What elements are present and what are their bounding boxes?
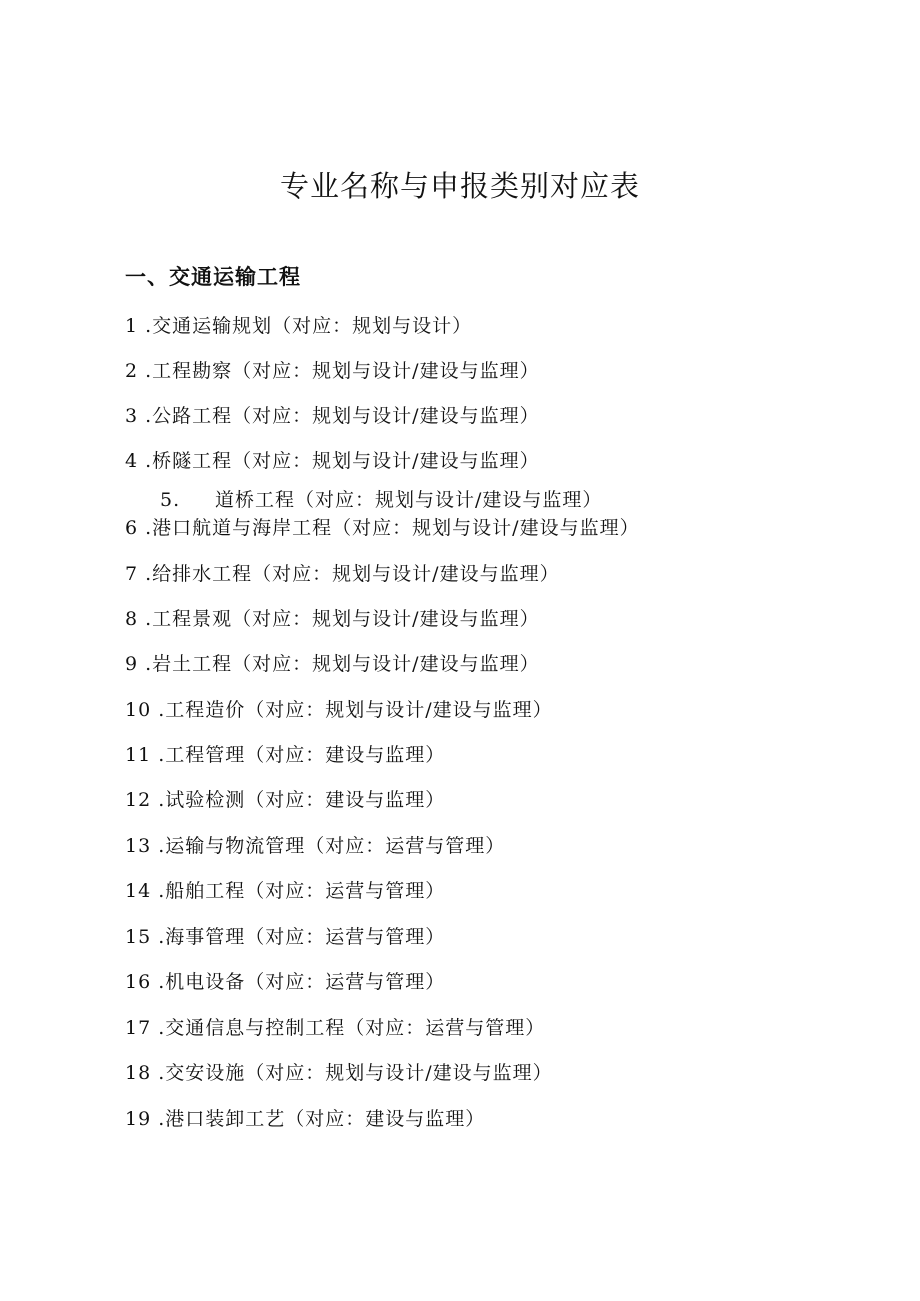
list-item: [125, 742, 445, 768]
item-text: 工程管理（对应：建设与监理）: [165, 744, 446, 766]
item-number: 14 .: [125, 880, 166, 902]
section-heading: 一、交通运输工程: [125, 265, 301, 289]
item-number: 18 .: [125, 1062, 166, 1084]
list-item: [125, 561, 560, 587]
item-text: 试验检测（对应：建设与监理）: [165, 789, 446, 811]
list-item: [125, 878, 445, 904]
item-text: 交通运输规划（对应：规划与设计）: [152, 315, 473, 337]
item-text: 海事管理（对应：运营与管理）: [165, 926, 446, 948]
item-text: 公路工程（对应：规划与设计/建设与监理）: [152, 405, 540, 427]
item-text: 港口航道与海岸工程（对应：规划与设计/建设与监理）: [152, 517, 640, 539]
list-item: [125, 924, 445, 950]
item-text: 岩土工程（对应：规划与设计/建设与监理）: [152, 653, 540, 675]
item-text: 港口装卸工艺（对应：建设与监理）: [165, 1108, 486, 1130]
list-item: [125, 833, 505, 859]
item-number: 19 .: [125, 1108, 166, 1130]
item-number: 1 .: [125, 315, 153, 337]
list-item: [125, 1106, 485, 1132]
item-text: 工程造价（对应：规划与设计/建设与监理）: [165, 699, 553, 721]
item-number: 17 .: [125, 1017, 166, 1039]
item-number: 12 .: [125, 789, 166, 811]
list-item: [125, 969, 445, 995]
list-item: [125, 403, 540, 429]
item-number: 13 .: [125, 835, 166, 857]
item-number: 3 .: [125, 405, 153, 427]
item-number: 11 .: [125, 744, 166, 766]
list-item: [125, 606, 540, 632]
list-item: [125, 1015, 545, 1041]
item-number: 8 .: [125, 608, 153, 630]
item-text: 机电设备（对应：运营与管理）: [165, 971, 446, 993]
item-number: 16 .: [125, 971, 166, 993]
item-number: 4 .: [125, 450, 153, 472]
item-text: 工程景观（对应：规划与设计/建设与监理）: [152, 608, 540, 630]
item-number: 7 .: [125, 563, 153, 585]
document-title: 专业名称与申报类别对应表: [279, 169, 640, 203]
item-text: 交通信息与控制工程（对应：运营与管理）: [165, 1017, 546, 1039]
item-text: 桥隧工程（对应：规划与设计/建设与监理）: [152, 450, 540, 472]
list-item: [125, 448, 540, 474]
list-item: [125, 787, 445, 813]
item-number: 10 .: [125, 699, 166, 721]
item-text: 给排水工程（对应：规划与设计/建设与监理）: [152, 563, 560, 585]
item-number: 5.: [160, 489, 181, 511]
list-item: [125, 651, 540, 677]
list-item: [125, 1060, 553, 1086]
list-item: [125, 358, 540, 384]
item-number: 2 .: [125, 360, 153, 382]
list-item: [125, 515, 640, 541]
item-number: 9 .: [125, 653, 153, 675]
list-item: [125, 697, 553, 723]
item-number: 6 .: [125, 517, 153, 539]
item-number: 15 .: [125, 926, 166, 948]
item-text: 工程勘察（对应：规划与设计/建设与监理）: [152, 360, 540, 382]
list-item: [125, 313, 472, 339]
item-text: 船舶工程（对应：运营与管理）: [165, 880, 446, 902]
item-text: 道桥工程（对应：规划与设计/建设与监理）: [215, 489, 603, 511]
item-text: 交安设施（对应：规划与设计/建设与监理）: [165, 1062, 553, 1084]
list-item: [160, 487, 602, 513]
item-text: 运输与物流管理（对应：运营与管理）: [165, 835, 506, 857]
